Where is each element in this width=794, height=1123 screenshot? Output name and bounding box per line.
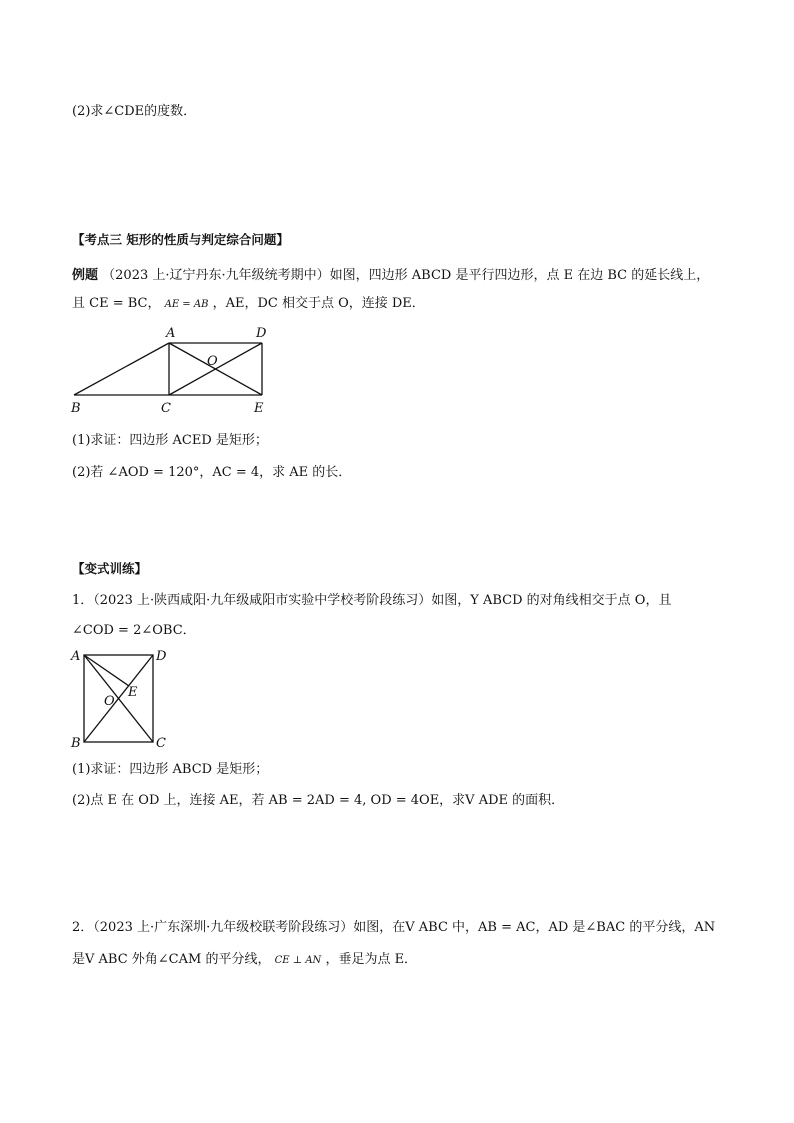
example-text-2-small: AE = AB <box>164 299 209 310</box>
problem1-question-2: (2)点 E 在 OD 上，连接 AE，若 AB = 2AD = 4, OD = 4OE，求V ADE 的面积． <box>72 793 565 808</box>
fig1-label-c: C <box>161 401 171 416</box>
fig1-label-d: D <box>256 326 267 341</box>
fig1-label-e: E <box>254 401 264 416</box>
fig2-label-o: O <box>104 694 115 709</box>
problem1-line-2: ∠COD = 2∠OBC． <box>72 623 196 638</box>
fig2-label-a: A <box>71 649 81 664</box>
example-text-1: （2023 上·辽宁丹东·九年级统考期中）如图，四边形 ABCD 是平行四边形，点 E 在边 BC 的延长线上， <box>102 268 710 283</box>
fig2-label-d: D <box>156 649 167 664</box>
problem2-line-1: 2．（2023 上·广东深圳·九年级校联考阶段练习）如图，在V ABC 中，AB = AC，AD 是∠BAC 的平分线，AN <box>72 920 716 935</box>
question-2-cde: (2)求∠CDE的度数． <box>72 104 197 119</box>
figure-parallelogram-rectangle <box>64 320 284 420</box>
example-question-1: (1)求证：四边形 ACED 是矩形； <box>72 433 268 448</box>
problem2-text-2a: 是V ABC 外角∠CAM 的平分线， <box>72 952 271 967</box>
problem1-line-1: 1．（2023 上·陕西咸阳·九年级咸阳市实验中学校考阶段练习）如图，Y ABCD 的对角线相交于点 O，且 <box>72 593 672 608</box>
problem2-line-2 <box>72 950 417 971</box>
problem1-question-1: (1)求证：四边形 ABCD 是矩形； <box>72 762 269 777</box>
fig2-label-e: E <box>128 685 138 700</box>
example-line-2 <box>72 294 425 315</box>
example-line-1 <box>72 266 709 286</box>
fig2-label-c: C <box>156 736 166 751</box>
problem2-text-2-small: CE ⊥ AN <box>274 955 322 966</box>
example-label: 例题 <box>72 268 99 283</box>
example-text-2b: ，AE，DC 相交于点 O，连接 DE． <box>212 296 425 311</box>
problem2-text-2b: ，垂足为点 E． <box>325 952 418 967</box>
section-heading-topic3: 【考点三 矩形的性质与判定综合问题】 <box>72 232 289 247</box>
fig1-label-b: B <box>71 401 81 416</box>
section-heading-variant: 【变式训练】 <box>72 561 148 576</box>
figure-rectangle-abcd <box>66 647 176 753</box>
example-text-2a: 且 CE = BC， <box>72 296 161 311</box>
fig1-label-o: O <box>207 354 218 369</box>
fig1-label-a: A <box>166 326 176 341</box>
example-question-2: (2)若 ∠AOD = 120°，AC = 4，求 AE 的长． <box>72 465 352 480</box>
fig2-label-b: B <box>71 736 81 751</box>
